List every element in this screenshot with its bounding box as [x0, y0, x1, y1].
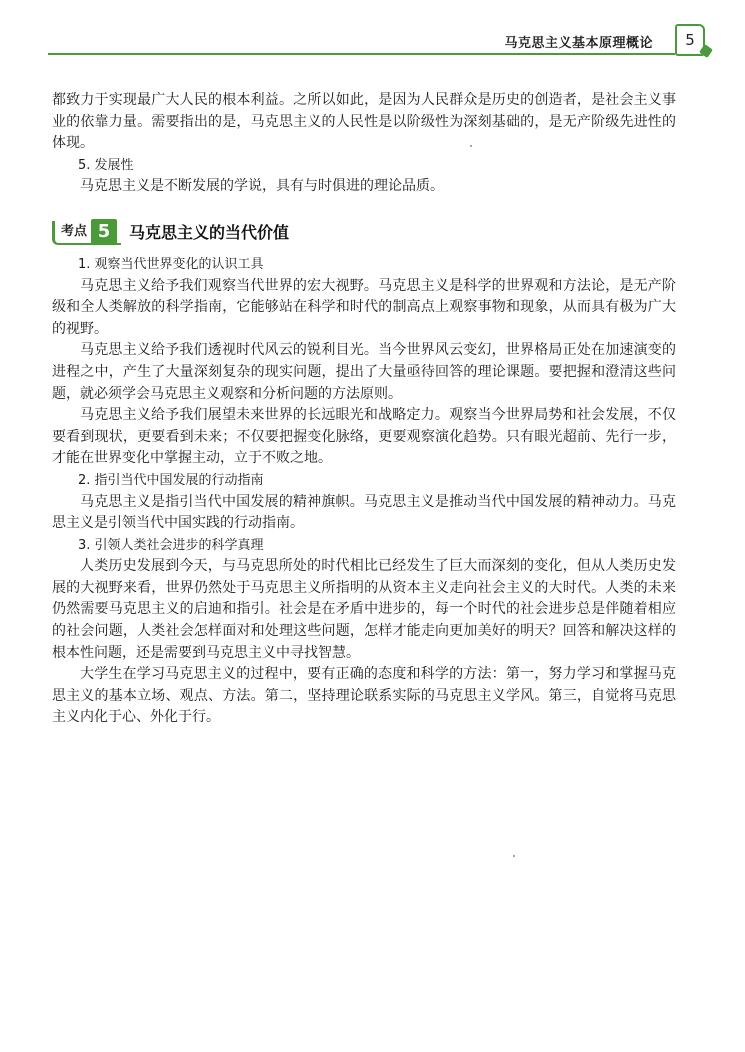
scan-speck: [470, 145, 472, 147]
section-tag-label: 考点: [61, 224, 88, 240]
sub1-heading: 1. 观察当代世界变化的认识工具: [78, 256, 264, 272]
section-tag-number: 5: [91, 219, 117, 245]
closing-paragraph: 大学生在学习马克思主义的过程中，要有正确的态度和科学的方法：第一，努力学习和掌握马克思主义的基本立场、观点、方法。第二，坚持理论联系实际的马克思主义学风。第三，自觉将马克思主义内化于心、外化于行。: [52, 666, 676, 726]
page-number: 5: [675, 24, 705, 56]
page-header: [0, 22, 745, 56]
item5-heading: 5. 发展性: [78, 157, 134, 173]
sub2-heading: 2. 指引当代中国发展的行动指南: [78, 472, 264, 488]
section-heading: [52, 218, 676, 248]
sub2-paragraph-1: 马克思主义是指引当代中国发展的精神旗帜。马克思主义是推动当代中国发展的精神动力。马克思主义是引领当代中国实践的行动指南。: [52, 493, 676, 532]
section-title: 马克思主义的当代价值: [129, 223, 290, 243]
sub1-paragraph-3: 马克思主义给予我们展望未来世界的长远眼光和战略定力。观察当今世界局势和社会发展，不仅要看到现状，更要看到未来；不仅要把握变化脉络，更要观察演化趋势。只有眼光超前、先行一步，才能在世界变化中掌握主动，立于不败之地。: [52, 407, 676, 467]
item5-text: 马克思主义是不断发展的学说，具有与时俱进的理论品质。: [80, 178, 444, 195]
page-content: [52, 90, 676, 729]
header-rule: [48, 53, 675, 55]
book-title: 马克思主义基本原理概论: [504, 36, 653, 51]
section-tag: [52, 221, 121, 245]
sub1-paragraph-1: 马克思主义给予我们观察当代世界的宏大视野。马克思主义是科学的世界观和方法论，是无产阶级和全人类解放的科学指南，它能够站在科学和时代的制高点上观察事物和现象，从而具有极为广大的视野。: [52, 277, 676, 337]
paragraph-intro-continued: 都致力于实现最广大人民的根本利益。之所以如此，是因为人民群众是历史的创造者，是社会主义事业的依靠力量。需要指出的是，马克思主义的人民性是以阶级性为深刻基础的，是无产阶级先进性的体现。: [52, 92, 676, 152]
sub1-paragraph-2: 马克思主义给予我们透视时代风云的锐利目光。当今世界风云变幻，世界格局正处在加速演变的进程之中，产生了大量深刻复杂的现实问题，提出了大量亟待回答的理论课题。要把握和澄清这些问题，就必须学会马克思主义观察和分析问题的方法原则。: [52, 342, 676, 402]
scan-speck: [513, 855, 515, 857]
sub3-heading: 3. 引领人类社会进步的科学真理: [78, 537, 264, 553]
sub3-paragraph-1: 人类历史发展到今天，与马克思所处的时代相比已经发生了巨大而深刻的变化，但从人类历史发展的大视野来看，世界仍然处于马克思主义所指明的从资本主义走向社会主义的大时代。人类的未来仍然需要马克思主义的启迪和指引。社会是在矛盾中进步的，每一个时代的社会进步总是伴随着相应的社会问题，人类社会怎样面对和处理这些问题，怎样才能走向更加美好的明天？回答和解决这样的根本性问题，还是需要到马克思主义中寻找智慧。: [52, 558, 676, 661]
